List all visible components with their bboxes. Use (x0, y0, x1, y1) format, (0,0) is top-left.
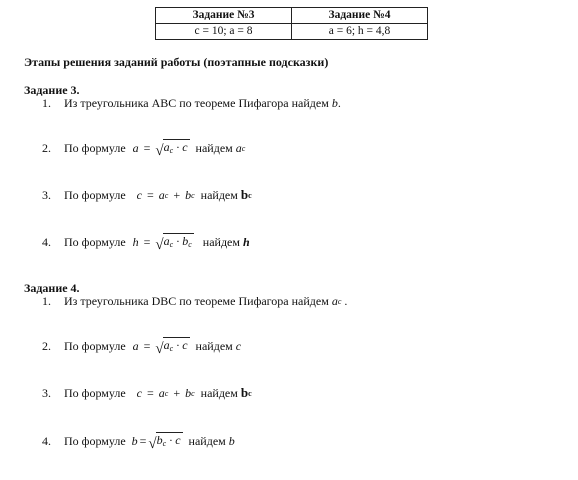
step-tail: . (337, 96, 341, 110)
step-text: Из треугольника ABC по теореме Пифагора найдем (64, 96, 329, 110)
table-cell-task3: c = 10; a = 8 (156, 24, 292, 40)
task4-step1 (42, 294, 347, 309)
table-header-row (156, 8, 428, 24)
step-prefix: По формуле (64, 434, 126, 448)
task3-step4 (42, 233, 250, 252)
step-variable: c (235, 339, 242, 353)
step-variable: b (331, 96, 338, 110)
formula-c-ac-plus-bc: c = a c + b c (136, 187, 195, 202)
step-variable-sub: c (337, 297, 342, 306)
step-number: 1. (42, 294, 51, 308)
step-variable-sub: c (248, 388, 252, 398)
step-find: найдем (202, 235, 240, 249)
step-find: найдем (200, 187, 238, 202)
step-number: 1. (42, 96, 51, 110)
step-variable: b (240, 187, 249, 202)
table-cell-task4: a = 6; h = 4,8 (292, 24, 428, 40)
step-variable-sub: c (248, 190, 252, 200)
task4-title: Задание 4. (24, 281, 80, 295)
step-find: найдем (188, 434, 226, 448)
task4-step2 (42, 337, 241, 356)
step-prefix: По формуле (64, 141, 126, 155)
step-variable: b (228, 434, 235, 448)
step-number: 3. (42, 385, 51, 400)
table-header-task3: Задание №3 (156, 8, 292, 24)
step-variable: h (242, 235, 250, 249)
formula-a-sqrt-ac-c: a = √ $a_c \cdot c$ (132, 338, 188, 357)
step-variable: a (331, 294, 338, 308)
step-find: найдем (195, 141, 233, 155)
page-heading: Этапы решения заданий работы (поэтапные подсказки) (24, 55, 329, 69)
table-row (156, 24, 428, 40)
task3-step2 (42, 139, 245, 158)
step-variable-sub: c (241, 144, 246, 153)
table-header-task4: Задание №4 (292, 8, 428, 24)
formula-h-sqrt-ac-bc: h = √ $a_c \cdot b_c$ (132, 234, 192, 253)
step-prefix: По формуле (64, 187, 126, 202)
step-number: 4. (42, 235, 51, 249)
step-prefix: По формуле (64, 385, 126, 400)
task3-step3 (42, 187, 252, 203)
formula-b-sqrt-bc-c: b = √ $b_c \cdot c$ (131, 433, 181, 452)
step-prefix: По формуле (64, 339, 126, 353)
step-variable: a (235, 141, 242, 155)
formula-a-sqrt-ac-c: a = √ $a_c \cdot c$ (132, 140, 188, 159)
task4-step4 (42, 432, 235, 451)
task3-title: Задание 3. (24, 83, 80, 97)
tasks-table (155, 7, 428, 40)
step-text: Из треугольника DBC по теореме Пифагора найдем (64, 294, 329, 308)
step-number: 2. (42, 339, 51, 353)
step-number: 2. (42, 141, 51, 155)
step-number: 3. (42, 187, 51, 202)
step-number: 4. (42, 434, 51, 448)
formula-c-ac-plus-bc: c = a c + b c (136, 385, 195, 400)
step-find: найдем (195, 339, 233, 353)
step-tail: . (344, 294, 348, 308)
step-prefix: По формуле (64, 235, 126, 249)
task4-step3 (42, 385, 252, 401)
step-find: найдем (200, 385, 238, 400)
task3-step1 (42, 96, 341, 111)
step-variable: b (240, 385, 249, 400)
